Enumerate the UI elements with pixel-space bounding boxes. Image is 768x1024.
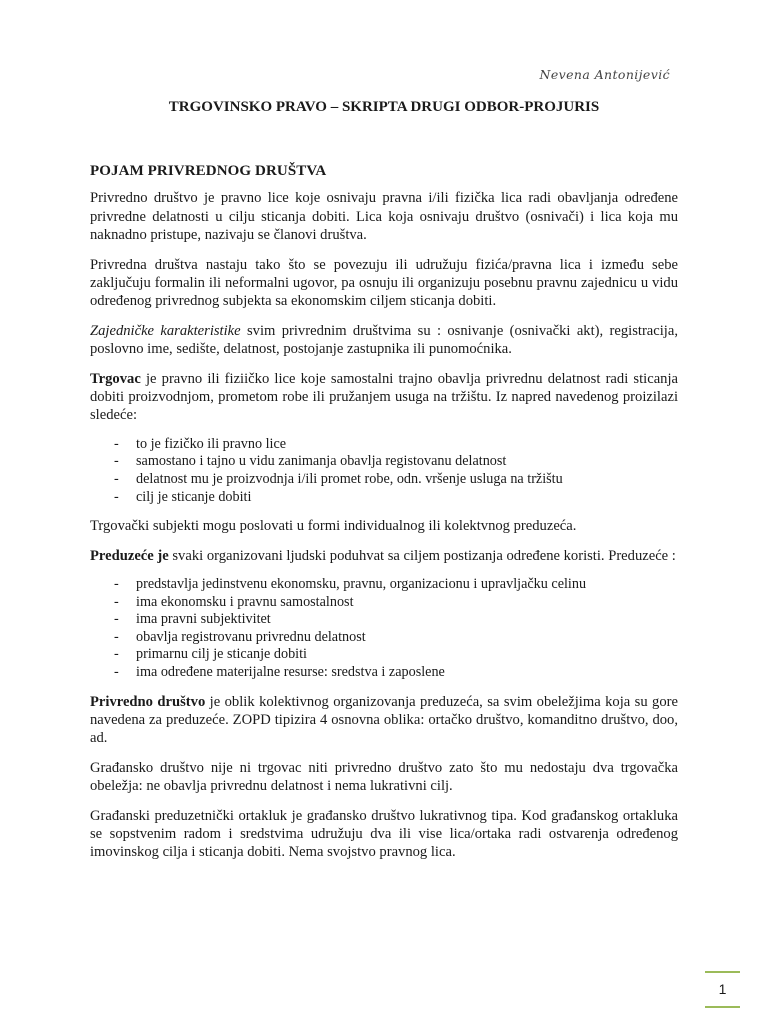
paragraph-text: je oblik kolektivnog organizovanja preduzeća, sa svim obeležjima koja su gore navedena za preduzeće. ZOPD tipizira 4 osnovna oblika: ortačko društvo, komanditno društvo, doo, ad. — [90, 693, 678, 747]
author-signature: Nevena Antonijević — [539, 67, 670, 82]
list-item-text: ima pravni subjektivitet — [136, 611, 271, 628]
paragraph-text: svim privrednim društvima su : osnivanje (osnivački akt), registracija, poslovno ime, sedište, delatnost, postojanje zastupnika ili punomoćnika. — [90, 322, 678, 358]
preduzece-list — [90, 576, 678, 682]
list-item-text: cilj je sticanje dobiti — [136, 488, 252, 505]
trgovac-list — [90, 436, 678, 506]
list-item — [90, 629, 678, 647]
list-item — [90, 611, 678, 629]
paragraph-definition: Privredno društvo je pravno lice koje osnivaju pravna i/ili fizička lica radi obavljanja određene privredne delatnosti u cilju sticanja dobiti. Lica koja osnivaju društvo (osnivači) i lica koja mu naknadno pristupe, nazivaju se članovi društva. — [90, 190, 678, 244]
paragraph-text: svaki organizovani ljudski poduhvat sa ciljem postizanja određene koristi. Preduzeće : — [168, 547, 676, 564]
section-heading: POJAM PRIVREDNOG DRUŠTVA — [90, 163, 327, 179]
paragraph-trade-subjects: Trgovački subjekti mogu poslovati u formi individualnog ili kolektvnog preduzeća. — [90, 518, 577, 535]
list-dash: - — [114, 646, 119, 663]
list-item-text: ima ekonomsku i pravnu samostalnost — [136, 593, 354, 610]
list-item-text: ima određene materijalne resurse: sredstva i zaposlene — [136, 664, 445, 681]
list-dash: - — [114, 435, 119, 452]
bold-term: Preduzeće je — [90, 547, 169, 564]
document-body — [90, 162, 678, 873]
list-dash: - — [114, 488, 119, 505]
paragraph-privredno-drustvo — [90, 693, 678, 748]
list-item — [90, 489, 678, 507]
list-item-text: to je fizičko ili pravno lice — [136, 435, 287, 452]
bold-term: Privredno društvo — [90, 693, 206, 710]
list-item-text: delatnost mu je proizvodnja i/ili promet robe, odn. vršenje usluga na tržištu — [136, 471, 563, 488]
list-item-text: obavlja registrovanu privrednu delatnost — [136, 628, 366, 645]
list-item — [90, 471, 678, 489]
list-item-text: predstavlja jedinstvenu ekonomsku, pravnu, organizacionu i upravljačku celinu — [136, 576, 587, 593]
paragraph-gradjansko-drustvo: Građansko društvo nije ni trgovac niti privredno društvo zato što mu nedostaju dva trgovačka obeležja: ne obavlja privrednu delatnost i nema lukrativni cilj. — [90, 759, 678, 795]
paragraph-text: je pravno ili fiziičko lice koje samostalni trajno obavlja privrednu delatnost radi sticanja dobiti proizvodnjom, prometom robe ili pružanjem usuga na tržištu. Iz napred navedenog proizilazi sledeće: — [90, 370, 678, 424]
list-dash: - — [114, 576, 119, 593]
italic-term: Zajedničke karakteristike — [90, 322, 241, 339]
paragraph-common-characteristics — [90, 322, 678, 359]
list-item — [90, 646, 678, 664]
list-dash: - — [114, 611, 119, 628]
list-dash: - — [114, 628, 119, 645]
list-dash: - — [114, 664, 119, 681]
paragraph-trgovac — [90, 370, 678, 425]
paragraph-ortakluk: Građanski preduzetnički ortakluk je građansko društvo lukrativnog tipa. Kod građanskog ortakluka se sopstvenim radom i sredstvima udružuju dva ili vise lica/ortaka radi ostvarenja određenog imovinskog cilja i sticanja dobiti. Nema svojstvo pravnog lica. — [90, 807, 678, 861]
list-item — [90, 594, 678, 612]
page-number: 1 — [705, 971, 740, 1008]
list-item — [90, 436, 678, 454]
document-title: TRGOVINSKO PRAVO – SKRIPTA DRUGI ODBOR-PROJURIS — [168, 99, 600, 115]
list-item — [90, 453, 678, 471]
list-item — [90, 664, 678, 682]
bold-term: Trgovac — [90, 370, 141, 387]
list-dash: - — [114, 453, 119, 470]
list-dash: - — [114, 471, 119, 488]
list-item-text: samostano i tajno u vidu zanimanja obavlja registovanu delatnost — [136, 453, 507, 470]
paragraph-formation: Privredna društva nastaju tako što se povezuju ili udružuju fizića/pravna lica i između sebe zaključuju formalin ili neformalni ugovor, pa osnuju ili organizuju posebnu pravnu zajednicu u vidu određenog privrednog subjekta sa ekonomskim ciljem sticanja dobiti. — [90, 256, 678, 310]
list-item — [90, 576, 678, 594]
list-item-text: primarnu cilj je sticanje dobiti — [136, 646, 307, 663]
paragraph-preduzece — [90, 547, 678, 565]
list-dash: - — [114, 593, 119, 610]
